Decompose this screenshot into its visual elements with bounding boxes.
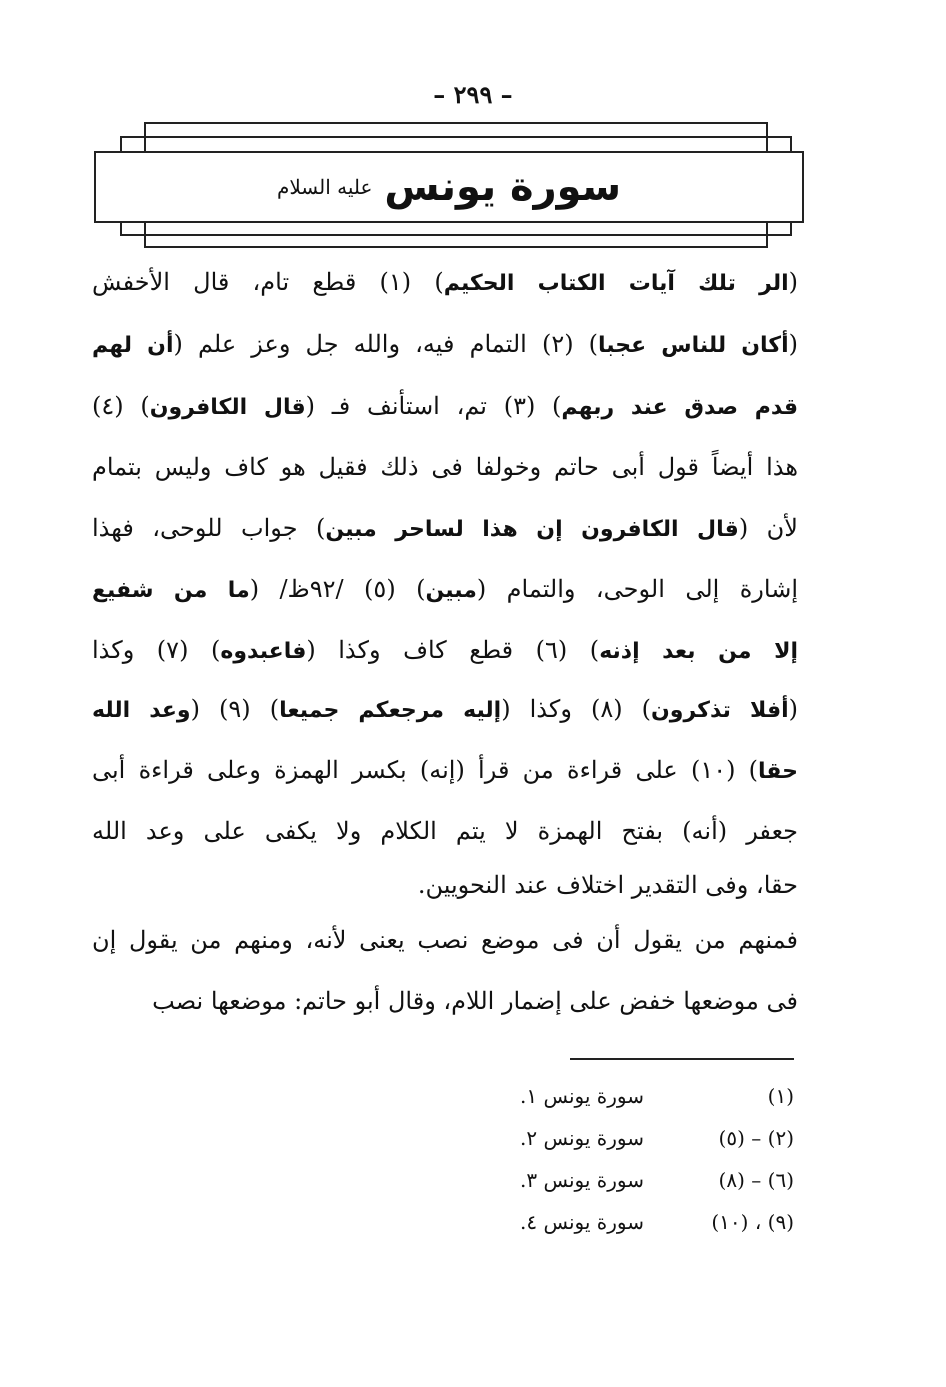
body-text-segment: هذا أيضاً قول أبى حاتم وخولفا فى ذلك فقيل هو كاف وليس بتمام — [92, 453, 798, 481]
body-line — [92, 262, 798, 304]
body-text-segment: ) (١٠) على قراءة من قرأ (إنه) بكسر الهمزة وعلى قراءة أبى — [92, 756, 759, 784]
body-text-segment: ( — [788, 268, 799, 296]
body-text-segment: ) (٧) وكذا — [92, 636, 221, 664]
quran-quote: قدم صدق عند ربهم — [561, 395, 798, 420]
body-line — [92, 920, 798, 960]
body-text-segment: فى موضعها خفض على إضمار اللام، وقال أبو حاتم: موضعها نصب — [152, 987, 798, 1015]
footnote-refs: (٦) – (٨) — [718, 1168, 794, 1192]
footnote-item — [480, 1164, 794, 1200]
quran-quote: أن لهم — [92, 333, 174, 358]
body-text-segment: ) (٢) التمام فيه، والله جل وعز علم ( — [173, 330, 599, 358]
body-text-segment: ) جواب للوحى، فهذا — [92, 514, 326, 542]
quran-quote: أكان للناس عجبا — [598, 333, 789, 358]
quran-quote: قال الكافرون — [149, 395, 306, 420]
footnote-text: سورة يونس ٤. — [519, 1210, 644, 1234]
quran-quote: مبين — [425, 578, 477, 603]
footnote-text: سورة يونس ١. — [519, 1084, 644, 1108]
body-line — [92, 750, 798, 792]
surah-title: سورة يونس — [384, 164, 622, 210]
body-text-segment: ) (٣) تم، استأنف فـ ( — [305, 392, 562, 420]
footnote-refs: (٩) ، (١٠) — [711, 1210, 794, 1234]
body-text-segment: ) (٤) — [92, 392, 150, 420]
body-text-segment: جعفر (أنه) بفتح الهمزة لا يتم الكلام ولا يكفى على وعد الله — [92, 817, 798, 845]
quran-quote: حقا — [758, 759, 798, 784]
footnote-item — [480, 1206, 794, 1242]
quran-quote: إليه مرجعكم جميعا — [279, 698, 502, 723]
body-line — [92, 689, 798, 731]
footnote-refs: (١) — [767, 1084, 794, 1108]
body-line — [92, 386, 798, 428]
body-text-segment: ( — [788, 330, 799, 358]
footnote-divider — [570, 1058, 794, 1060]
body-text-segment: فمنهم من يقول أن فى موضع نصب يعنى لأنه، ومنهم من يقول إن — [92, 926, 798, 954]
footnote-refs: (٢) – (٥) — [718, 1126, 794, 1150]
body-line — [92, 630, 798, 672]
quran-quote: وعد الله — [92, 698, 191, 723]
body-text-segment: ) (١) قطع تام، قال الأخفش — [92, 268, 444, 296]
body-line — [92, 569, 798, 611]
body-text-segment: ) (٩) ( — [190, 695, 280, 723]
footnote-text: سورة يونس ٣. — [519, 1168, 644, 1192]
body-line — [92, 811, 798, 851]
quran-quote: أفلا تذكرون — [651, 698, 789, 723]
body-text-segment: حقا، وفى التقدير اختلاف عند النحويين. — [417, 871, 798, 899]
page-number: – ٢٩٩ – — [433, 80, 513, 109]
footnote-text: سورة يونس ٢. — [519, 1126, 644, 1150]
quran-quote: فاعبدوه — [220, 639, 307, 664]
quran-quote: الر تلك آيات الكتاب الحكيم — [443, 271, 789, 296]
body-line — [92, 865, 798, 905]
body-line — [92, 447, 798, 487]
body-line — [92, 508, 798, 550]
footnote-item — [480, 1122, 794, 1158]
body-line — [92, 324, 798, 366]
quran-quote: قال الكافرون إن هذا لساحر مبين — [325, 517, 739, 542]
body-text-segment: ) (٥) /٩٢ظ/ ( — [249, 575, 426, 603]
body-text-segment: إشارة إلى الوحى، والتمام ( — [476, 575, 798, 603]
body-text-segment: ) (٦) قطع كاف وكذا ( — [306, 636, 600, 664]
body-line — [92, 981, 798, 1021]
body-text-segment: ) (٨) وكذا ( — [501, 695, 652, 723]
quran-quote: إلا من بعد إذنه — [599, 639, 799, 664]
footnote-item — [480, 1080, 794, 1116]
body-text-segment: لأن ( — [738, 514, 798, 542]
quran-quote: ما من شفيع — [92, 578, 250, 603]
body-text-segment: ( — [788, 695, 799, 723]
surah-title-box — [94, 151, 804, 223]
surah-title-suffix: عليه السلام — [276, 175, 373, 199]
